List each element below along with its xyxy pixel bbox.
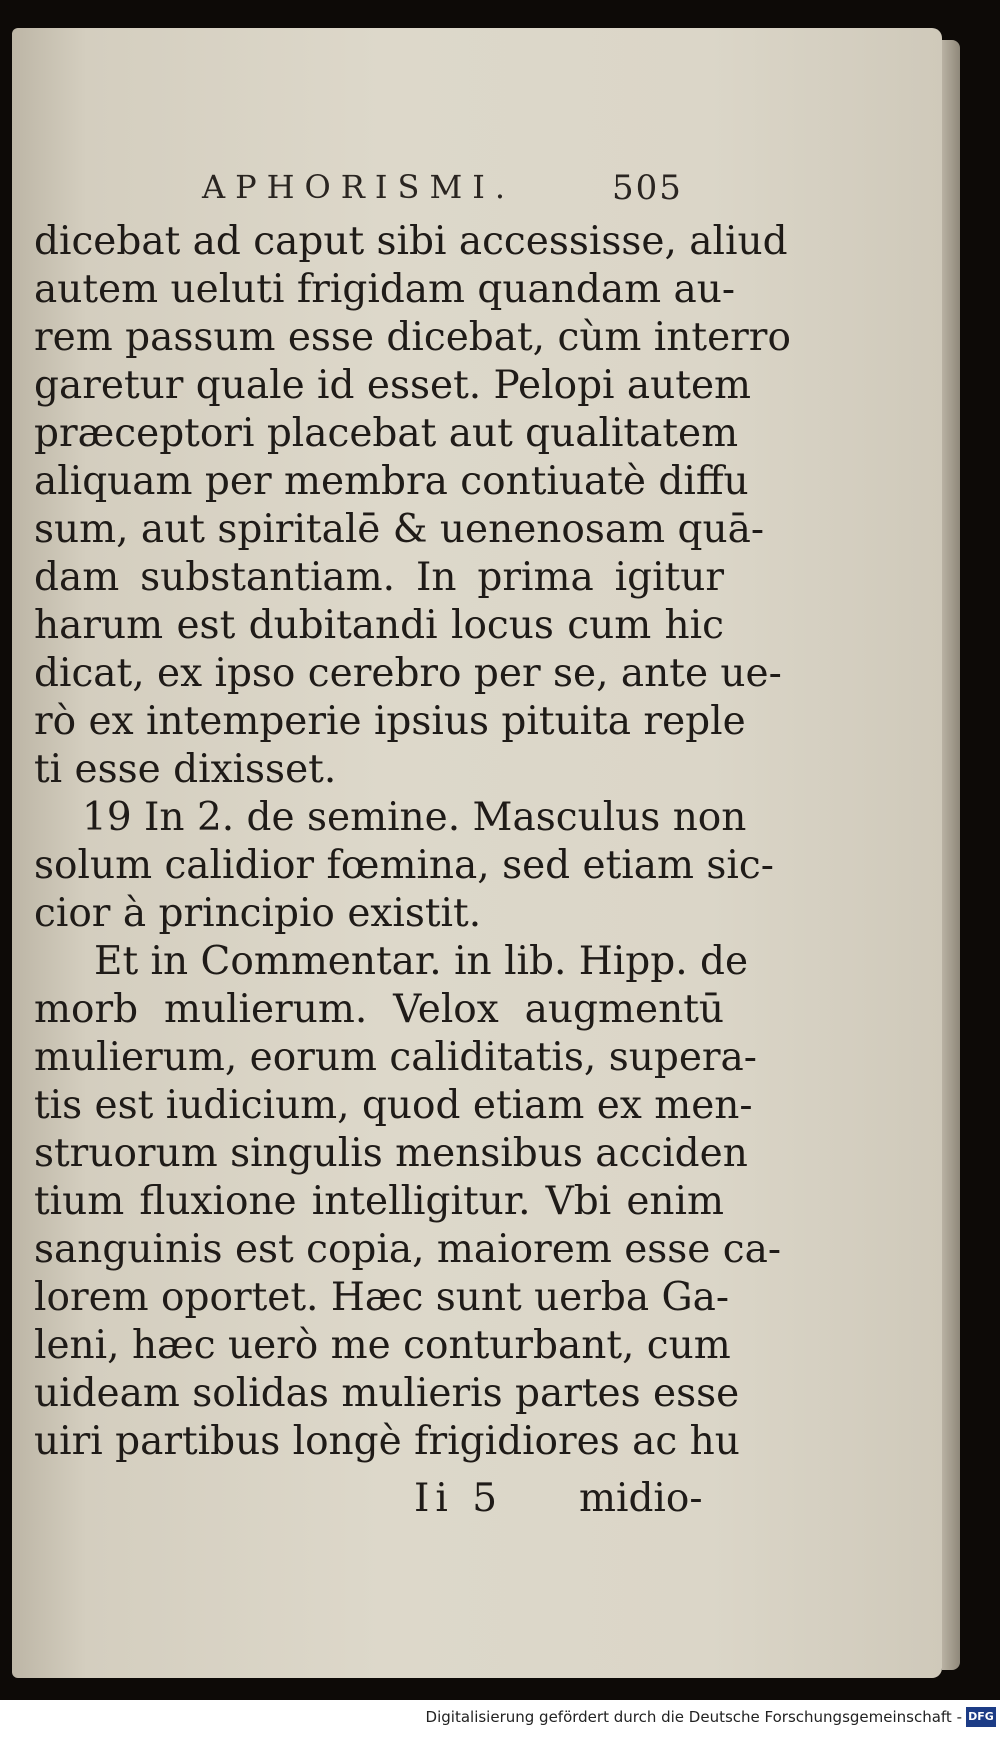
text-line: garetur quale id esset. Pelopi autem (34, 363, 752, 408)
text-line: ti esse dixisset. (34, 747, 337, 792)
text-line: tis est iudicium, quod etiam ex men- (34, 1083, 753, 1128)
text-line: harum est dubitandi locus cum hic (34, 603, 724, 648)
page-number: 505 (612, 168, 683, 208)
dfg-logo: DFG (966, 1707, 996, 1727)
signature-mark: Ii 5 (414, 1476, 504, 1521)
text-block (34, 218, 791, 1466)
text-line: solum calidior fœmina, sed etiam sic- (34, 843, 774, 888)
text-line: dicat, ex ipso cerebro per se, ante ue- (34, 651, 782, 696)
text-line: morb mulierum. Velox augmentū (34, 987, 724, 1032)
text-line: sum, aut spiritalē & uenenosam quā- (34, 507, 765, 552)
text-line: 19 In 2. de semine. Masculus non (82, 795, 747, 840)
text-line: sanguinis est copia, maiorem esse ca- (34, 1227, 782, 1272)
text-line: leni, hæc uerò me conturbant, cum (34, 1323, 731, 1368)
text-line: autem ueluti frigidam quandam au- (34, 267, 736, 312)
credit-bar (0, 1700, 1000, 1738)
text-line: rem passum esse dicebat, cùm interro (34, 315, 791, 360)
page-footer (34, 1476, 724, 1526)
text-line: lorem oportet. Hæc sunt uerba Ga- (34, 1275, 730, 1320)
text-line: aliquam per membra contiuatè diffu (34, 459, 749, 504)
text-line: mulierum, eorum caliditatis, supera- (34, 1035, 757, 1080)
running-head: APHORISMI. (202, 168, 516, 206)
funding-credit: Digitalisierung gefördert durch die Deutsche Forschungsgemeinschaft - (425, 1708, 962, 1726)
catchword: midio- (579, 1476, 703, 1521)
text-line: uideam solidas mulieris partes esse (34, 1371, 740, 1416)
text-line: præceptori placebat aut qualitatem (34, 411, 739, 456)
page-edge (942, 40, 960, 1670)
text-line: Et in Commentar. in lib. Hipp. de (94, 939, 749, 984)
text-line: cior à principio existit. (34, 891, 482, 936)
text-line: tium fluxione intelligitur. Vbi enim (34, 1179, 724, 1224)
book-page (12, 28, 942, 1678)
page-header (52, 168, 712, 212)
text-line: dam substantiam. In prima igitur (34, 555, 724, 600)
text-line: rò ex intemperie ipsius pituita reple (34, 699, 746, 744)
text-line: struorum singulis mensibus acciden (34, 1131, 748, 1176)
text-line: dicebat ad caput sibi accessisse, aliud (34, 219, 788, 264)
text-line: uiri partibus longè frigidiores ac hu (34, 1419, 740, 1464)
